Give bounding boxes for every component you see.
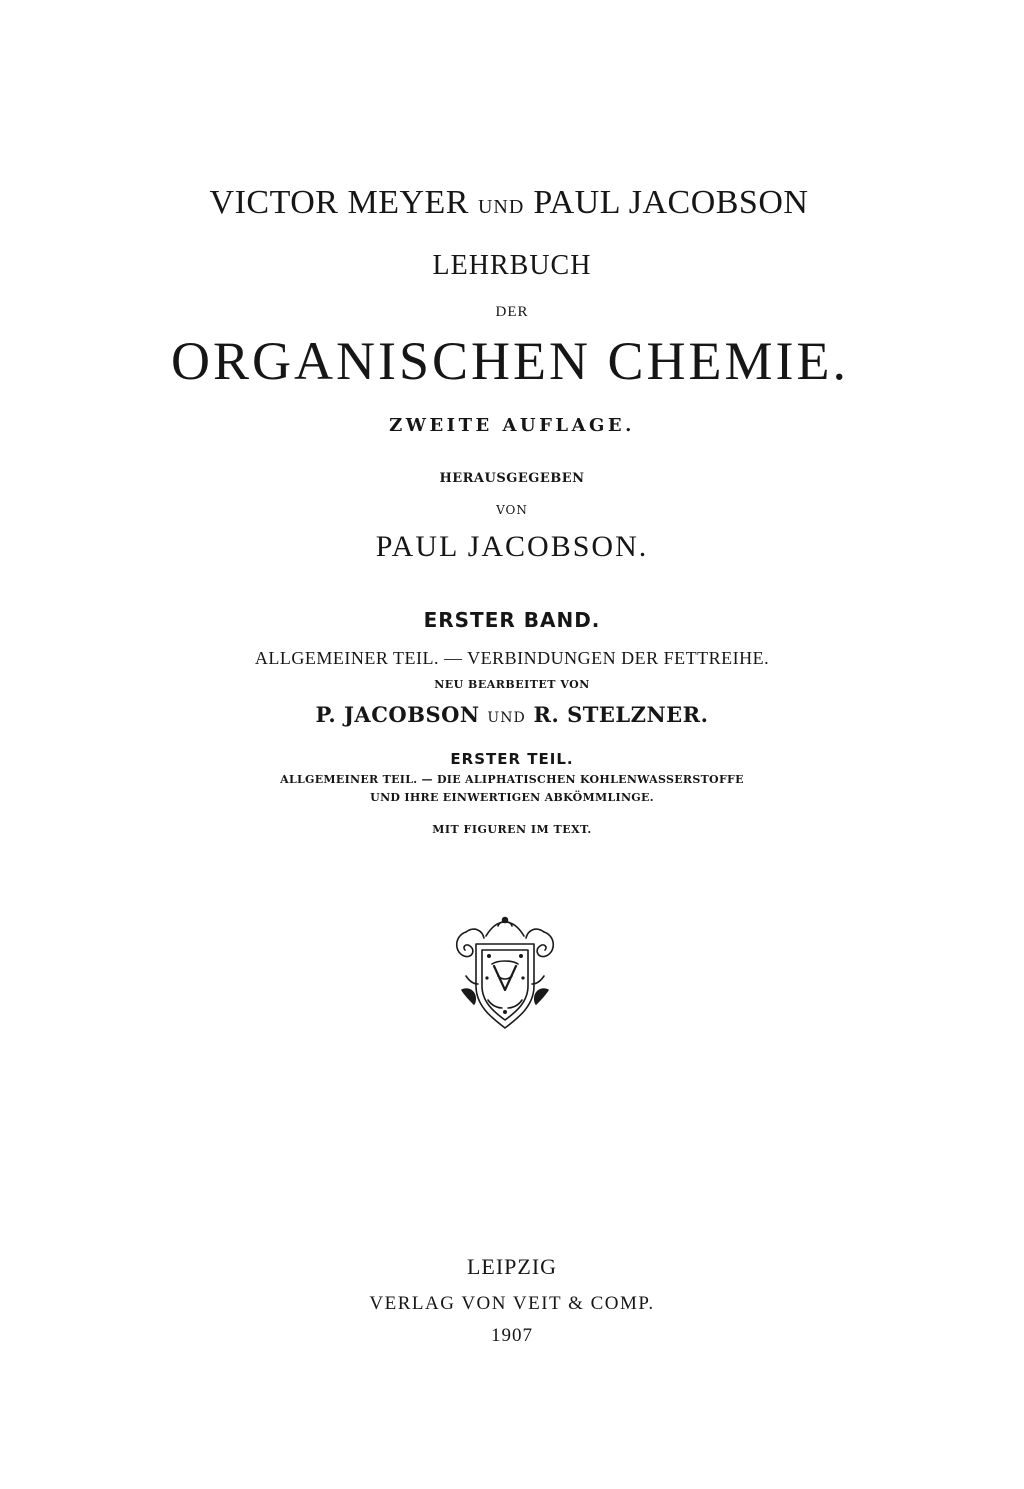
part-heading: ERSTER TEIL. bbox=[450, 750, 574, 768]
volume-heading: ERSTER BAND. bbox=[423, 608, 601, 632]
edited-label: HERAUSGEGEBEN bbox=[439, 471, 585, 486]
part-subtitle-line-1: ALLGEMEINER TEIL. — DIE ALIPHATISCHEN KOHLENWASSERSTOFFE bbox=[280, 773, 744, 786]
part-subtitle-line-2: UND IHRE EINWERTIGEN ABKÖMMLINGE. bbox=[370, 791, 654, 804]
publication-year: 1907 bbox=[491, 1325, 533, 1346]
edition: ZWEITE AUFLAGE. bbox=[389, 415, 635, 436]
author-1: VICTOR MEYER bbox=[209, 184, 469, 221]
reviser-conjunction: UND bbox=[487, 710, 526, 726]
article: DER bbox=[495, 304, 529, 320]
publisher-crest-icon bbox=[452, 916, 558, 1032]
authors-line bbox=[0, 186, 1021, 220]
author-conjunction: UND bbox=[477, 196, 525, 218]
publication-city: LEIPZIG bbox=[466, 1254, 558, 1279]
volume-subtitle: ALLGEMEINER TEIL. — VERBINDUNGEN DER FETTREIHE. bbox=[254, 648, 770, 668]
author-2: PAUL JACOBSON bbox=[533, 184, 809, 221]
publisher: VERLAG VON VEIT & COMP. bbox=[369, 1293, 655, 1314]
main-title: ORGANISCHEN CHEMIE. bbox=[171, 331, 849, 391]
editor-name: PAUL JACOBSON. bbox=[375, 530, 649, 563]
revisers-line bbox=[0, 704, 1024, 725]
figures-note: MIT FIGUREN IM TEXT. bbox=[432, 823, 592, 836]
reviser-2: R. STELZNER. bbox=[533, 702, 709, 727]
reviser-1: P. JACOBSON bbox=[315, 702, 480, 727]
book-word: LEHRBUCH bbox=[432, 250, 592, 281]
by-label: VON bbox=[496, 503, 528, 517]
revised-label: NEU BEARBEITET VON bbox=[434, 678, 590, 691]
